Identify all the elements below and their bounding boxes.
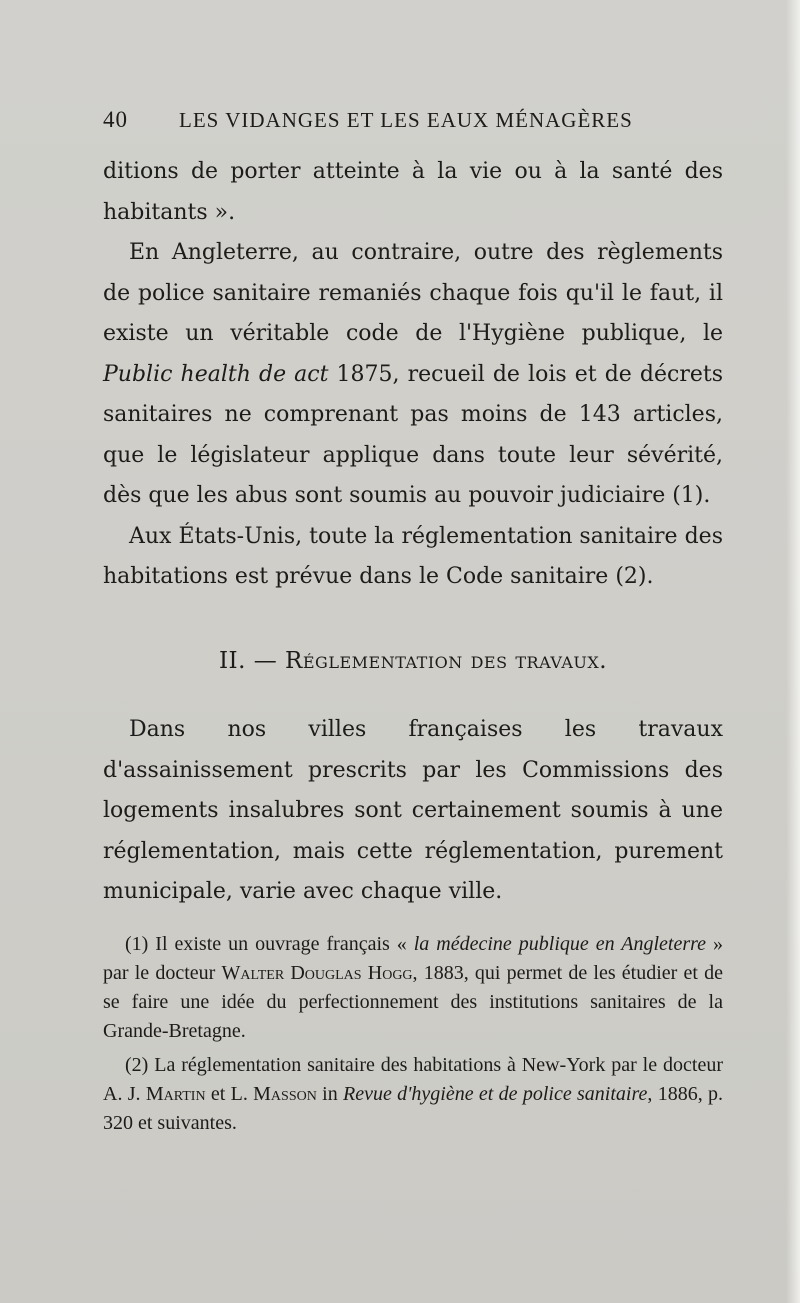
footnote-1-text-2: » par le docteur <box>103 933 724 984</box>
running-header <box>103 104 723 136</box>
footnote-2-journal-title: Revue d'hygiène et de police sanitaire <box>343 1083 648 1105</box>
page-number: 40 <box>103 107 128 132</box>
paragraph-continuation <box>103 152 723 233</box>
paragraph-england <box>103 233 723 517</box>
running-title: LES VIDANGES ET LES EAUX MÉNAGÈRES <box>179 108 633 132</box>
paragraph-french-cities <box>103 710 723 913</box>
footnote-2-marker: (2) <box>125 1054 149 1076</box>
footnote-2-author-2: Masson <box>253 1083 317 1105</box>
footnote-2 <box>103 1051 723 1138</box>
footnote-2-text-4: , 1886, p. 320 et suivantes. <box>103 1083 723 1134</box>
section-heading <box>103 644 723 678</box>
paragraph-england-text-2: 1875, recueil de lois et de décrets sanitaires ne comprenant pas moins de 143 articles, que le législateur applique dans toute leur sévérité, dès que les abus sont soumis au pouvoir judiciaire (1). <box>103 361 723 508</box>
footnote-1-marker: (1) <box>125 933 149 955</box>
footnote-1-text-1: Il existe un ouvrage français « <box>148 933 414 955</box>
paragraph-united-states-text: Aux États-Unis, toute la réglementation sanitaire des habitations est prévue dans le Code sanitaire (2). <box>103 523 723 589</box>
footnote-2-text-2: et L. <box>205 1083 254 1105</box>
footnote-2-author-1: Martin <box>145 1083 206 1105</box>
body-text-top <box>103 152 723 598</box>
footnote-1-book-title: la médecine publique en Angleterre <box>413 933 707 955</box>
footnote-1 <box>103 930 723 1046</box>
footnote-1-author: Walter Douglas Hogg <box>221 962 413 984</box>
paragraph-continuation-text: ditions de porter atteinte à la vie ou à la santé des habitants ». <box>103 159 723 225</box>
section-number: II. — <box>218 648 286 674</box>
paragraph-england-text-1: En Angleterre, au contraire, outre des règlements de police sanitaire remaniés chaque fois qu'il le faut, il existe un véritable code de l'Hygiène publique, le <box>103 240 723 346</box>
paragraph-united-states <box>103 517 723 598</box>
public-health-act-title: Public health de act <box>103 361 329 387</box>
paragraph-french-cities-text: Dans nos villes françaises les travaux d'assainissement prescrits par les Commissions des logements insalubres sont certainement soumis à une réglementation, mais cette réglementation, purement municipale, varie avec chaque ville. <box>103 717 723 904</box>
footnotes <box>103 930 723 1143</box>
footnote-1-text-3: , 1883, qui permet de les étudier et de se faire une idée du perfectionnement des institutions sanitaires de la Grande-Bretagne. <box>103 962 723 1042</box>
body-text-section <box>103 710 723 913</box>
footnote-2-text-1: La réglementation sanitaire des habitations à New-York par le docteur A. J. <box>103 1054 723 1105</box>
section-title: Réglementation des travaux. <box>285 648 608 674</box>
footnote-2-text-3: in <box>316 1083 343 1105</box>
